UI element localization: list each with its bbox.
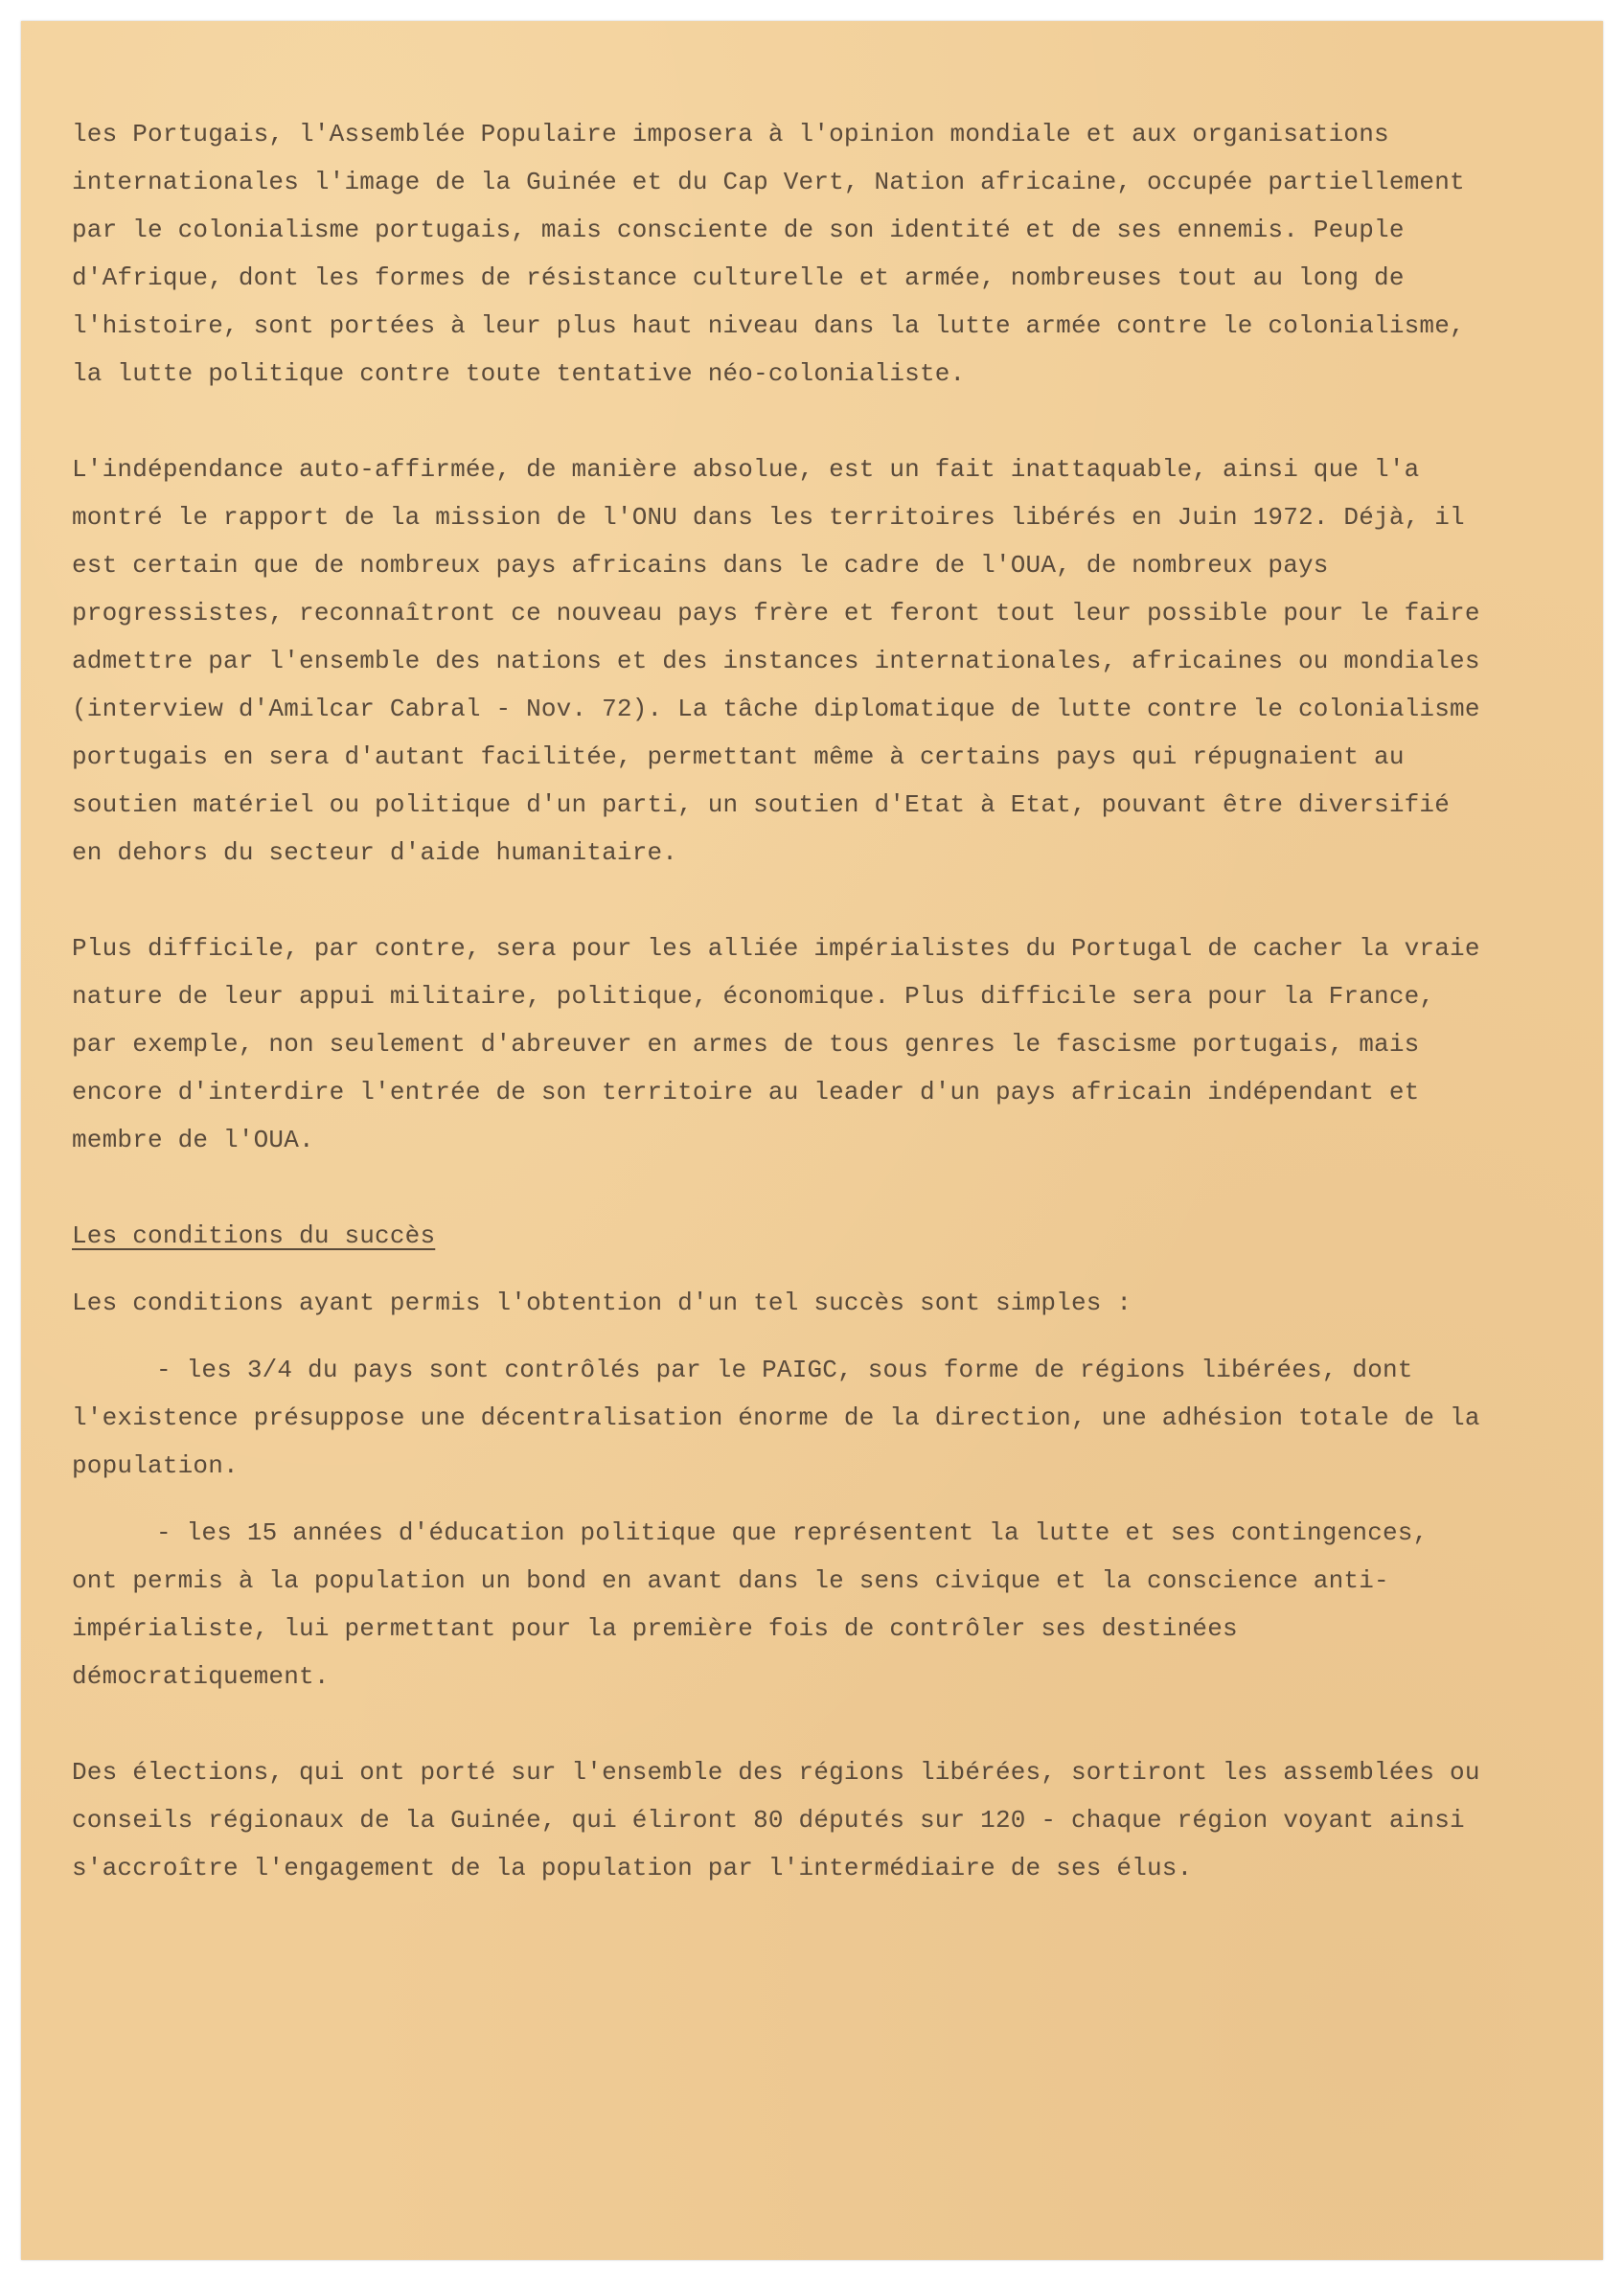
spacer xyxy=(72,1164,1480,1212)
paragraph-2: L'indépendance auto-affirmée, de manière absolue, est un fait inattaquable, ainsi que l'a montré le rapport de la mission de l'ONU dans les territoires libérés en Juin 1972. Déjà, il est certain que de nombreux pays africains dans le cadre de l'OUA, de nombreux pays progressistes, reconnaîtront ce nouveau pays frère et feront tout leur possible pour le faire admettre par l'ensemble des nations et des instances internationales, africaines ou mondiales (interview d'Amilcar Cabral - Nov. 72). La tâche diplomatique de lutte contre le colonialisme portugais en sera d'autant facilitée, permettant même à certains pays qui répugnaient au soutien matériel ou politique d'un parti, un soutien d'Etat à Etat, pouvant être diversifié en dehors du secteur d'aide humanitaire. xyxy=(72,455,1496,867)
spacer xyxy=(72,398,1480,445)
paragraph-5: Des élections, qui ont porté sur l'ensemble des régions libérées, sortiront les assemblées ou conseils régionaux de la Guinée, qui éliront 80 députés sur 120 - chaque région voyant ainsi s'accroître l'engagement de la population par l'intermédiaire de ses élus. xyxy=(72,1758,1496,1882)
spacer xyxy=(72,1490,1480,1509)
spacer xyxy=(72,1700,1480,1748)
spacer xyxy=(72,877,1480,924)
paragraph-3: Plus difficile, par contre, sera pour les alliée impérialistes du Portugal de cacher la vraie nature de leur appui militaire, politique, économique. Plus difficile sera pour la France, par exemple, non seulement d'abreuver en armes de tous genres le fascisme portugais, mais encore d'interdire l'entrée de son territoire au leader d'un pays africain indépendant et membre de l'OUA. xyxy=(72,934,1496,1154)
list-item: - les 15 années d'éducation politique que représentent la lutte et ses contingences, ont permis à la population un bond en avant dans le sens civique et la conscience anti-impérialiste, lui permettant pour la première fois de contrôler ses destinées démocratiquement. xyxy=(72,1518,1444,1691)
list-item: - les 3/4 du pays sont contrôlés par le PAIGC, sous forme de régions libérées, dont l'existence présuppose une décentralisation énorme de la direction, une adhésion totale de la population. xyxy=(72,1356,1496,1480)
paragraph-4: Les conditions ayant permis l'obtention d'un tel succès sont simples : xyxy=(72,1289,1132,1317)
paper-sheet xyxy=(21,21,1603,2260)
document-body xyxy=(72,110,1496,1892)
section-heading: Les conditions du succès xyxy=(72,1221,436,1250)
paragraph-1: les Portugais, l'Assemblée Populaire imposera à l'opinion mondiale et aux organisations internationales l'image de la Guinée et du Cap Vert, Nation africaine, occupée partiellement par le colonialisme portugais, mais consciente de son identité et de ses ennemis. Peuple d'Afrique, dont les formes de résistance culturelle et armée, nombreuses tout au long de l'histoire, sont portées à leur plus haut niveau dans la lutte armée contre le colonialisme, la lutte politique contre toute tentative néo-colonialiste. xyxy=(72,120,1480,388)
spacer xyxy=(72,1327,1480,1346)
spacer xyxy=(72,1260,1480,1279)
